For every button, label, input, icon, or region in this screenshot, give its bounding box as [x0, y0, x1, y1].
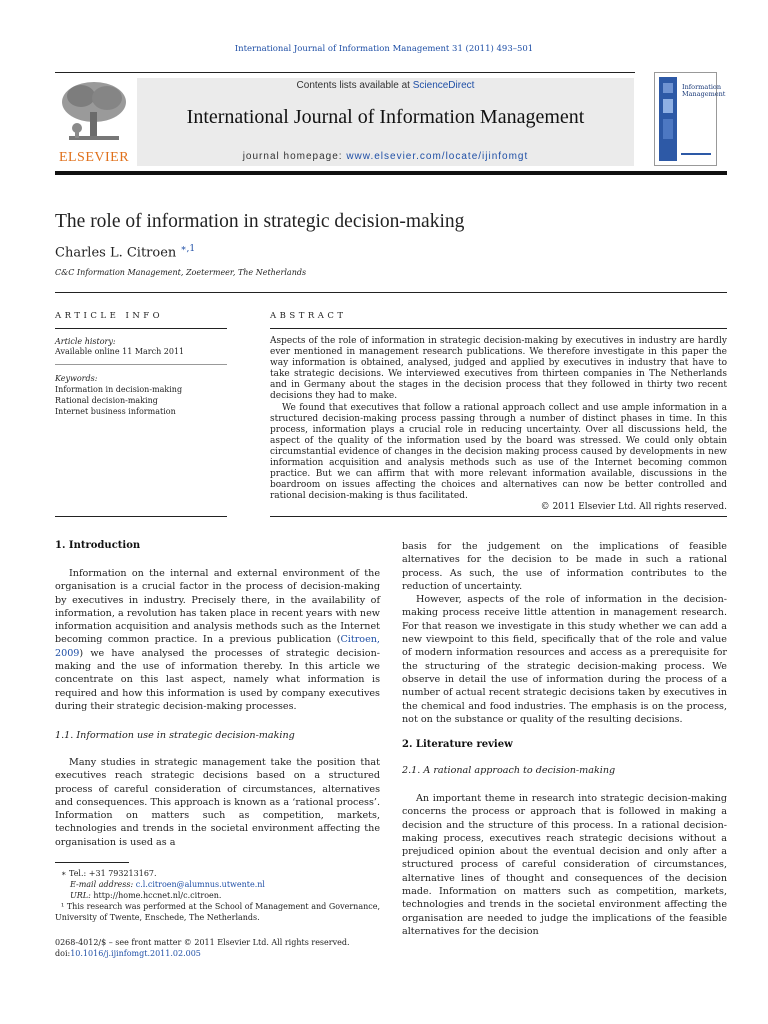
subsection-text: Many studies in strategic management take the position that executives reach strategic decisions based on a structured process of careful consideration of circumstances, alternatives and consequences. This approach is known as a ‘rational process’. Information on matters such as competition, markets, technologies and trends in the societal environment affecting the organisation is used as a	[55, 757, 380, 848]
abstract-body	[270, 336, 727, 514]
footnote-research-note: ¹ This research was performed at the School of Management and Governance, University of Twente, Enschede, The Netherlands.	[55, 902, 380, 922]
continued-paragraph: basis for the judgement on the implications of feasible alternatives for the decision to be made in such a rational process. As such, the use of information contributes to the reduction of uncertainty.	[402, 541, 727, 592]
issn-line: 0268-4012/$ – see front matter © 2011 Elsevier Ltd. All rights reserved.	[55, 938, 350, 947]
sciencedirect-link[interactable]: ScienceDirect	[412, 80, 475, 91]
author-footnote-marks[interactable]: ∗,1	[180, 244, 196, 254]
literature-text: An important theme in research into strategic decision-making concerns the process or approach that is followed in making a decision and the structure of this process. In a rational decision-making process, executives reach strategic decisions without a prejudiced opinion about the eventual decision and only after a structured process of careful consideration of circumstances, alternative lines of thought and consequences of the decision made. Information on matters such as competition, markets, technologies and trends in the societal environment affecting the organisation are needed to judge the implications of the feasible alternatives for the decision	[402, 793, 727, 937]
right-column-top	[402, 540, 727, 726]
keywords-label: Keywords:	[55, 374, 98, 383]
history-label: Article history:	[55, 337, 116, 346]
url-value[interactable]: http://home.hccnet.nl/c.citroen.	[93, 891, 222, 900]
contents-prefix: Contents lists available at	[296, 80, 410, 91]
abstract-rule	[270, 328, 727, 329]
contents-line	[137, 80, 634, 91]
abstract-copyright: © 2011 Elsevier Ltd. All rights reserved.	[540, 502, 727, 513]
subsection-heading-rational-approach: 2.1. A rational approach to decision-making	[402, 765, 616, 776]
article-info-rule	[55, 328, 227, 329]
journal-title: International Journal of Information Management	[186, 106, 585, 128]
abstract-heading: ABSTRACT	[270, 311, 347, 321]
cover-title: Information Management	[682, 83, 726, 98]
keywords-list	[55, 384, 182, 417]
history-value: Available online 11 March 2011	[55, 347, 185, 356]
doi-link[interactable]: 10.1016/j.ijinfomgt.2011.02.005	[70, 949, 201, 958]
abstract-bottom-rule	[270, 516, 727, 517]
citation-link[interactable]: Citroen, 2009	[55, 634, 380, 659]
email-link[interactable]: c.l.citroen@alumnus.utwente.nl	[135, 880, 265, 889]
article-info-bottom-rule	[55, 516, 227, 517]
title-divider	[55, 292, 727, 293]
article-info-heading: ARTICLE INFO	[55, 311, 164, 321]
masthead-top-rule	[55, 72, 635, 73]
intro-text-end: ) we have analysed the processes of strategic decision-making and the use of information thereby. In this article we concentrate on this last aspect, namely what information is required and how this information is used by company executives during their strategic decision-making processes.	[55, 647, 380, 712]
literature-paragraph	[402, 792, 727, 938]
running-head[interactable]: International Journal of Information Management 31 (2011) 493–501	[234, 44, 534, 54]
email-label: E-mail address:	[70, 880, 134, 889]
subsection-paragraph	[55, 756, 380, 849]
url-label: URL:	[70, 891, 91, 900]
masthead-bottom-rule	[55, 171, 727, 175]
introduction-paragraph	[55, 567, 380, 713]
keywords-rule	[55, 364, 227, 365]
footnote-url-line	[55, 890, 380, 901]
section-heading-introduction: 1. Introduction	[55, 540, 141, 551]
homepage-prefix: journal homepage:	[242, 151, 343, 162]
abstract-paragraph: Aspects of the role of information in strategic decision-making by executives in industry are hardly ever mentioned in management research publications. We therefore investigate in this paper the way information is obtained, analysed, judged and applied by executives in industry that have to take strategic decisions. We interviewed executives from thirteen companies in The Netherlands and in Germany about the stages in the decision process that they followed in thirty two recent decisions they had to make.	[270, 336, 727, 402]
doi-line	[55, 948, 201, 959]
section-heading-literature-review: 2. Literature review	[402, 739, 513, 750]
author-line	[55, 244, 195, 260]
footnote-tel: ∗ Tel.: +31 793213167.	[61, 869, 157, 878]
keyword-item: Rational decision-making	[55, 396, 158, 405]
doi-label: doi:	[55, 949, 71, 958]
abstract-paragraph: We found that executives that follow a rational approach collect and use ample information in a structured decision-making process passing through a number of distinct phases in time. In this process, information plays a crucial role in reducing uncertainty. Over all discussions held, the aspect of the quality of the information used by the board was stressed. We could only obtain circumstantial evidence of changes in the decision making process caused by developments in new information acquisition and analysis methods such as use of the Internet becoming common practice. But we can affirm that with more relevant information available, discussions in the boardroom on issues affecting the choices and alternatives can now be better controlled and rational decision-making is thus facilitated.	[270, 402, 727, 502]
keyword-item: Information in decision-making	[55, 385, 183, 394]
intro-text-start: Information on the internal and external environment of the organisation is a crucial factor in the process of decision-making by executives in industry. Precisely there, in the availability of information, a revolution has taken place in recent years with new information acquisition and analysis methods such as the Internet becoming common practice. In a previous publication (	[55, 568, 380, 646]
footnote-email-line	[55, 879, 380, 890]
article-title: The role of information in strategic decision-making	[55, 211, 465, 232]
affiliation: C&C Information Management, Zoetermeer, The Netherlands	[55, 268, 307, 277]
keyword-item: Internet business information	[55, 407, 176, 416]
author-name: Charles L. Citroen	[55, 245, 177, 261]
paragraph: However, aspects of the role of information in the decision-making process receive little attention in management research. For that reason we investigate in this study whether we can add a new viewpoint to this field, specifically that of the role and value of modern information resources and access as a prerequisite for the structuring of the strategic decision-making process. We observe in detail the use of information during the process of a number of actual recent strategic decisions taken by executives in the chemical and food industries. The emphasis is on the process, not on the substance or quality of the resulting decisions.	[402, 594, 727, 725]
publisher-wordmark: ELSEVIER	[58, 150, 130, 165]
homepage-line	[137, 151, 634, 162]
footnote-rule	[55, 862, 129, 863]
subsection-heading-information-use: 1.1. Information use in strategic decision-making	[55, 730, 295, 741]
homepage-link[interactable]: www.elsevier.com/locate/ijinfomgt	[346, 151, 529, 162]
footnotes	[55, 868, 380, 923]
